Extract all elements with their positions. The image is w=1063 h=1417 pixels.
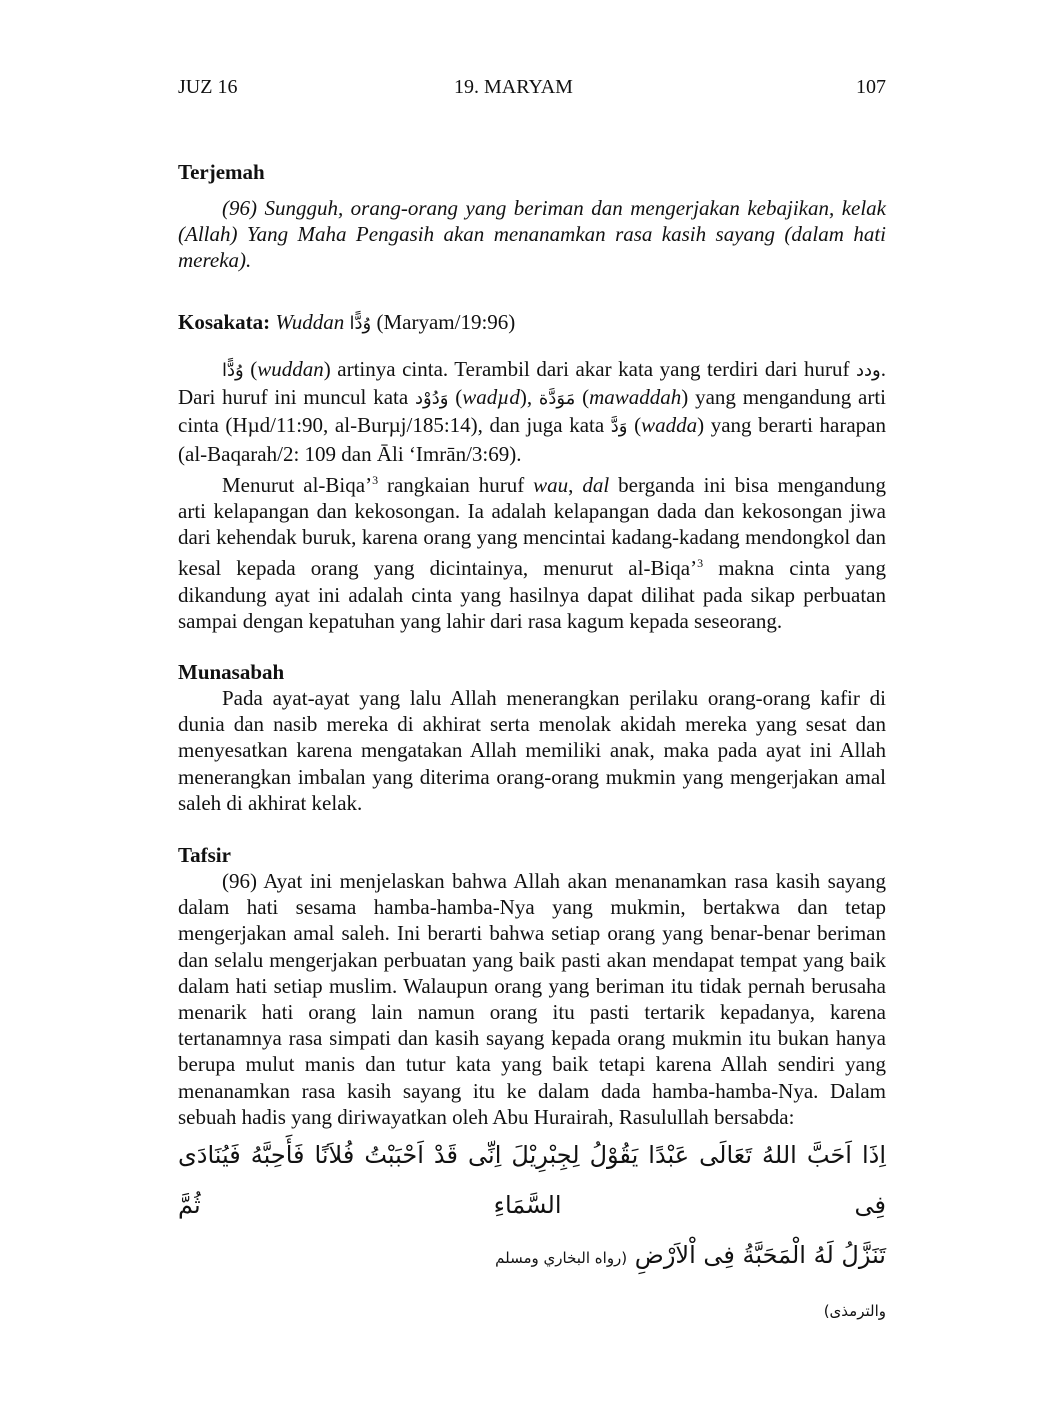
tafsir-heading: Tafsir (178, 843, 231, 867)
kosakata-paragraph-1 (178, 356, 886, 467)
text: ) yang berarti harapan (al-Baqarah/2: 109 dan Āli ‘Imrān/3:69). (178, 413, 887, 466)
text: makna cinta yang dikandung ayat ini adalah cinta yang hasilnya dapat dilihat pada sikap perbuatan sampai dengan kepatuhan yang lahir dari rasa kagum kepada seseorang. (178, 556, 886, 633)
tafsir-text: (96) Ayat ini menjelaskan bahwa Allah akan menanamkan rasa kasih sayang dalam hati sesama hamba-hamba-Nya yang mukmin, bertakwa dan tetap mengerjakan amal saleh. Ini berarti bahwa setiap orang yang benar-benar beriman dan selalu mengerjakan perbuatan yang baik pasti akan mendapat tempat yang baik dalam hati setiap muslim. Walaupun orang yang beriman itu tidak pernah berusaha menarik hati orang lain namun orang itu pasti tertarik kepadanya, karena tertanamnya rasa simpati dan kasih sayang kepada orang mukmin itu bukan hanya berupa mulut manis dan tutur kata yang baik tetapi karena Allah sendiri yang menanamkan rasa kasih sayang itu ke dalam dada hamba-hamba-Nya. Dalam sebuah hadis yang diriwayatkan oleh Abu Hurairah, Rasulullah bersabda: (178, 869, 886, 1129)
hadith-line-1: اِذَا اَحَبَّ اللهُ تَعَالَى عَبْدًا يَقُوْلُ لِجِبْرِيْلَ اِنِّى قَدْ اَحْبَبْتُ فُلاَنًا فَأَحِبَّهُ فَيُنَادَى فِى السَّمَاءِ ثُمَّ (178, 1141, 886, 1220)
terjemah-section (178, 159, 886, 274)
footnote-ref: 3 (697, 556, 704, 571)
kosakata-arabic: وُدًّا (349, 313, 372, 334)
terjemah-text: (96) Sungguh, orang-orang yang beriman dan mengerjakan kebajikan, kelak (Allah) Yang Maha Pengasih akan menanamkan rasa kasih sayang (dalam hati mereka). (178, 196, 886, 273)
juz-label: JUZ 16 (178, 76, 238, 98)
kosakata-heading (178, 309, 886, 337)
text: . Dari huruf ini muncul kata (178, 357, 886, 410)
arabic-word: وَدَّ (610, 416, 628, 438)
text: ( (627, 413, 642, 438)
munasabah-heading: Munasabah (178, 660, 285, 684)
arabic-word: مَوَدَّة (538, 388, 576, 410)
kosakata-section (178, 309, 886, 634)
hadith-text: تَنَزَّلُ لَهُ الْمَحَبَّةُ فِى اْلاَرْضِ (634, 1241, 886, 1270)
tafsir-section (178, 842, 886, 1336)
text: Menurut al-Biqa’ (222, 472, 373, 497)
kosakata-paragraph-2 (178, 467, 886, 634)
text: ( (448, 385, 463, 410)
text: wadµd (462, 385, 520, 410)
arabic-word: ودد (856, 360, 881, 381)
text: wau (533, 472, 569, 497)
kosakata-ref: (Maryam/19:96) (376, 310, 516, 334)
page-header (178, 74, 886, 100)
munasabah-text: Pada ayat-ayat yang lalu Allah menerangkan perilaku orang-orang kafir di dunia dan nasib mereka di akhirat serta menolak akidah mereka yang sesat dan menyesatkan karena mengatakan Allah memiliki anak, maka pada ayat ini Allah menerangkan imbalan yang diterima orang-orang mukmin yang mengerjakan amal saleh di akhirat kelak. (178, 686, 886, 815)
kosakata-label: Kosakata: (178, 310, 271, 334)
text: ) artinya cinta. Terambil dari akar kata yang terdiri dari huruf (323, 357, 856, 381)
text: dal (582, 472, 610, 497)
text: mawaddah (589, 385, 682, 410)
text: ( (575, 385, 590, 410)
text: rangkaian huruf (378, 472, 534, 497)
chapter-title: 19. MARYAM (454, 76, 573, 98)
text: berganda ini bisa mengandung arti kelapangan dan kekosongan. Ia adalah kelapangan dada dan kekosongan jiwa dari kehendak buruk, karena orang yang mencintai kadang-kadang mendongkol dan kesal kepada orang yang dicintainya, menurut al-Biqa’ (178, 472, 886, 581)
text: ( (243, 357, 258, 381)
text: wuddan (257, 357, 324, 381)
arabic-word: وُدًّا (222, 360, 244, 381)
kosakata-word: Wuddan (275, 310, 345, 334)
hadith-line-2 (446, 1230, 886, 1336)
text: wadda (641, 413, 698, 438)
text: ), (519, 385, 539, 410)
footnote-ref: 3 (372, 472, 379, 487)
arabic-word: وَدُوْد (415, 388, 449, 410)
hadith-source: (رواه البخاري ومسلم والترمذى) (495, 1249, 886, 1321)
munasabah-section (178, 659, 886, 816)
terjemah-heading: Terjemah (178, 160, 265, 184)
text: ) yang mengandung arti cinta (Hµd/11:90, al-Burµj/185:14), dan juga kata (178, 385, 887, 438)
page-number: 107 (856, 76, 886, 98)
text: , (568, 472, 583, 497)
